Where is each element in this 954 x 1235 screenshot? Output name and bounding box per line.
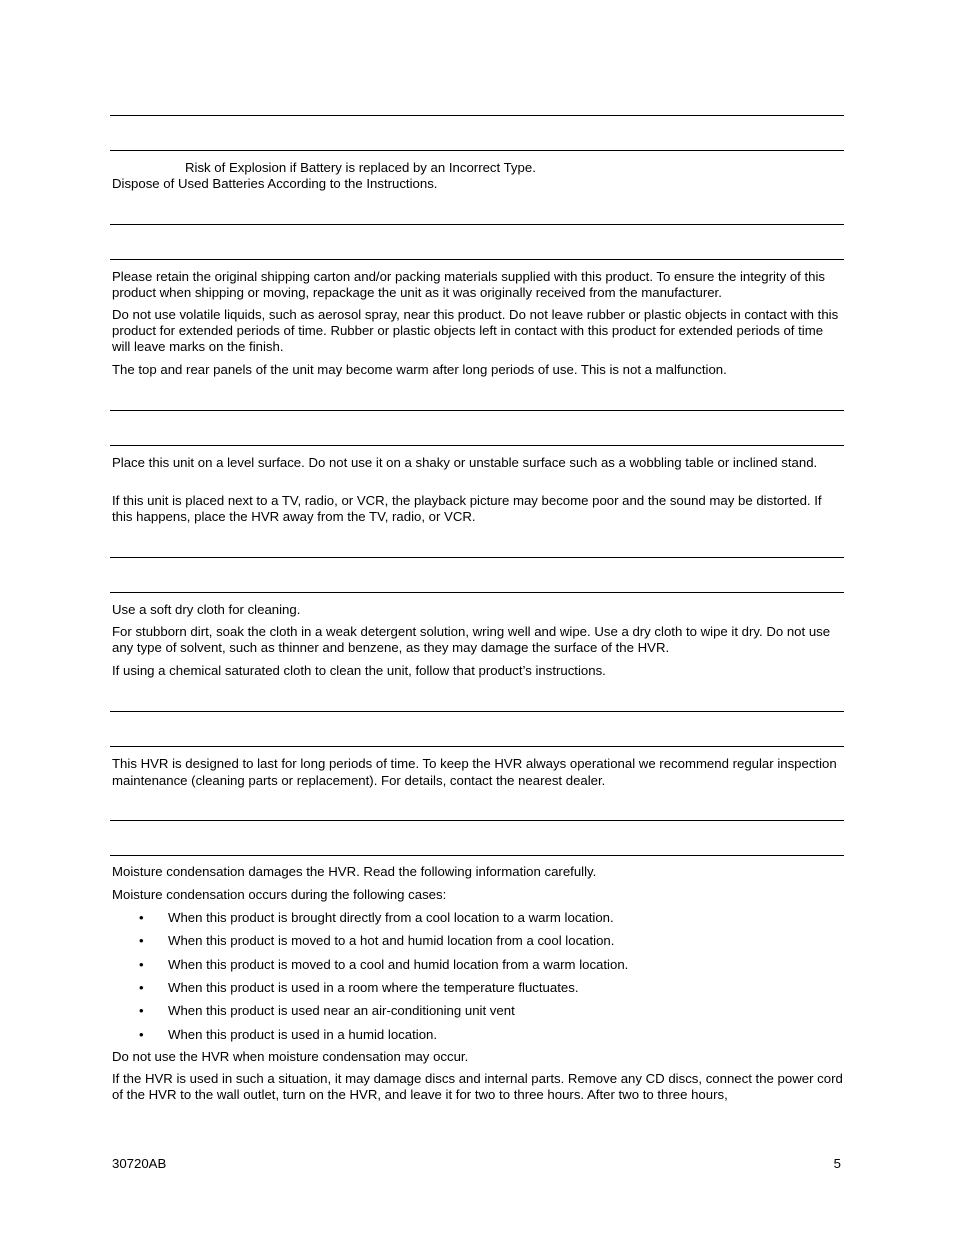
maintenance-paragraph-1: This HVR is designed to last for long periods of time. To keep the HVR always operational we recommend regular inspection maintenance (cleaning parts or replacement). For details, contact the nearest dealer. xyxy=(112,756,837,788)
section-divider-bottom xyxy=(110,150,844,151)
list-item-text: When this product is used in a humid location. xyxy=(168,1027,438,1042)
list-item-text: When this product is moved to a hot and humid location from a cool location. xyxy=(168,933,615,948)
cleaning-paragraph-2: For stubborn dirt, soak the cloth in a weak detergent solution, wring well and wipe. Use a dry cloth to wipe it dry. Do not use any type of solvent, such as thinner and benzene, as they may damage the surface of the HVR. xyxy=(112,624,831,655)
cleaning-paragraph-1: Use a soft dry cloth for cleaning. xyxy=(112,602,301,617)
section-divider-bottom xyxy=(110,445,844,446)
bullet-icon: • xyxy=(139,980,144,995)
placement-paragraph-2: If this unit is placed next to a TV, radio, or VCR, the playback picture may become poor and the sound may be distorted. If this happens, place the HVR away from the TV, radio, or VCR. xyxy=(112,493,822,524)
section-divider-bottom xyxy=(110,746,844,747)
list-item-text: When this product is moved to a cool and humid location from a warm location. xyxy=(168,957,629,972)
condensation-paragraph-2: Moisture condensation occurs during the following cases: xyxy=(112,887,447,902)
section-divider-top xyxy=(110,410,844,411)
bullet-icon: • xyxy=(139,933,144,948)
section-divider-top xyxy=(110,115,844,116)
section-divider-bottom xyxy=(110,259,844,260)
bullet-icon: • xyxy=(139,1003,144,1018)
section-divider-top xyxy=(110,557,844,558)
bullet-icon: • xyxy=(139,1027,144,1042)
section-divider-top xyxy=(110,224,844,225)
section-divider-top xyxy=(110,820,844,821)
footer-document-number: 30720AB xyxy=(112,1156,167,1171)
condensation-paragraph-4: If the HVR is used in such a situation, it may damage discs and internal parts. Remove any CD discs, connect the power cord of the HVR to the wall outlet, turn on the HVR, and leave it for two to three hours. After two to three hours, xyxy=(112,1071,843,1102)
handling-paragraph-2: Do not use volatile liquids, such as aerosol spray, near this product. Do not leave rubber or plastic objects in contact with this product for extended periods of time. Rubber or plastic objects left in contact with this product for extended periods of time will leave marks on the finish. xyxy=(112,307,839,354)
footer-page-number: 5 xyxy=(833,1156,841,1171)
list-item-text: When this product is brought directly from a cool location to a warm location. xyxy=(168,910,614,925)
handling-paragraph-1: Please retain the original shipping carton and/or packing materials supplied with this product. To ensure the integrity of this product when shipping or moving, repackage the unit as it was originally received from the manufacturer. xyxy=(112,269,826,300)
bullet-icon: • xyxy=(139,910,144,925)
cleaning-paragraph-3: If using a chemical saturated cloth to clean the unit, follow that product’s instructions. xyxy=(112,663,606,678)
placement-paragraph-1: Place this unit on a level surface. Do not use it on a shaky or unstable surface such as a wobbling table or inclined stand. xyxy=(112,455,818,470)
battery-warning-line-1: Risk of Explosion if Battery is replaced by an Incorrect Type. xyxy=(185,160,536,175)
handling-paragraph-3: The top and rear panels of the unit may become warm after long periods of use. This is not a malfunction. xyxy=(112,362,727,377)
condensation-paragraph-1: Moisture condensation damages the HVR. Read the following information carefully. xyxy=(112,864,597,879)
list-item-text: When this product is used near an air-conditioning unit vent xyxy=(168,1003,515,1018)
section-divider-top xyxy=(110,711,844,712)
condensation-paragraph-3: Do not use the HVR when moisture condensation may occur. xyxy=(112,1049,469,1064)
battery-warning-line-2: Dispose of Used Batteries According to the Instructions. xyxy=(112,176,438,191)
list-item-text: When this product is used in a room where the temperature fluctuates. xyxy=(168,980,579,995)
section-divider-bottom xyxy=(110,592,844,593)
bullet-icon: • xyxy=(139,957,144,972)
section-divider-bottom xyxy=(110,855,844,856)
